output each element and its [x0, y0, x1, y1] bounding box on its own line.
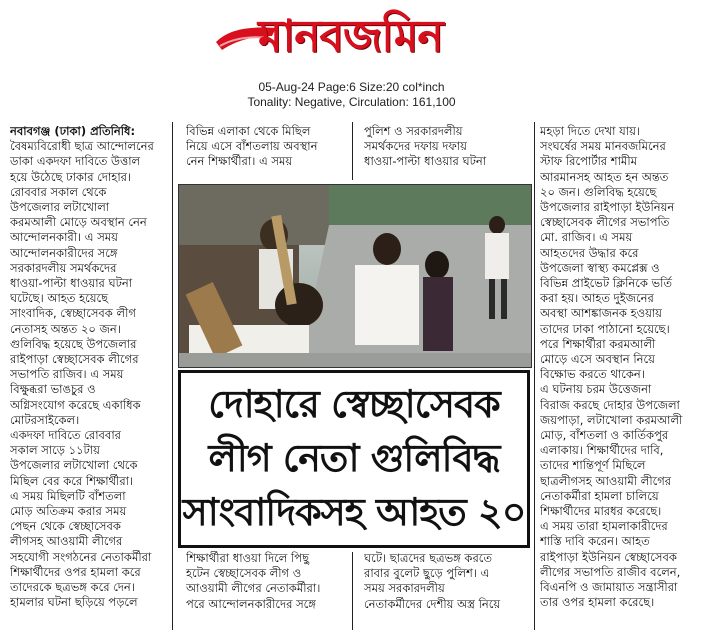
article-text-line: হামলার ঘটনা ছড়িয়ে পড়লে	[10, 595, 138, 610]
article-column-2-top	[186, 124, 348, 178]
article-text-line: বিএনপি ও জামায়াত সন্ত্রাসীরা	[540, 580, 678, 595]
article-text-line: সমর্থকদের দফায় দফায়	[364, 139, 467, 154]
article-text-line: এ ঘটনায় চরম উত্তেজনা	[540, 382, 652, 397]
article-text-line: পরে শিক্ষার্থীরা করমআলী	[540, 336, 656, 351]
article-text-line: বিভিন্ন প্রাইভেট ক্লিনিকে ভর্তি	[540, 276, 673, 291]
article-text-line: অগ্নিসংযোগ করেছে একাধিক	[10, 397, 141, 412]
clipping-meta-tonality: Tonality: Negative, Circulation: 161,100	[247, 95, 456, 109]
article-text-line: মো. রাজিব। এ সময়	[540, 230, 633, 245]
article-text-line: করা হয়। আহত দুইজনের	[540, 291, 654, 306]
article-text-line: নেতাকর্মীদের দেশীয় অস্ত্র নিয়ে	[364, 596, 501, 611]
article-text-line: তাদেরকে ছত্রভঙ্গ করে দেন।	[10, 580, 135, 595]
article-text-line: মোড়ে এসে অবস্থান নিয়ে	[540, 352, 655, 367]
article-text-line: বিক্ষোভ করতে থাকেন।	[540, 367, 645, 382]
article-text-line: তার ওপর হামলা করেছে।	[540, 595, 655, 610]
article-text-line: আন্দোলনকারী। এ সময়	[10, 230, 118, 245]
article-text-line: শিক্ষার্থীদের মারধর করেছে।	[540, 504, 662, 519]
article-text-line: মোড় অতিক্রম করার সময়	[10, 504, 127, 519]
article-column-2-bottom	[186, 551, 348, 631]
article-text-line: লীগসহ আওয়ামী লীগের	[10, 534, 123, 549]
article-text-line: উপজেলার লটাখোলা থেকে	[10, 458, 138, 473]
article-text-line: আহতদের উদ্ধার করে	[540, 245, 639, 260]
article-text-line: সভাপতি রাজিব। এ সময়	[10, 367, 124, 382]
headline-line-3: সাংবাদিকসহ আহত ২০	[182, 490, 526, 534]
article-text-line: এ সময় তারা হামলাকারীদের	[540, 519, 668, 534]
article-text-line: সাংবাদিক, স্বেচ্ছাসেবক লীগ	[10, 306, 136, 321]
article-text-line: তাদের ঢাকা পাঠানো হয়েছে।	[540, 321, 670, 336]
article-text-line: পরে আন্দোলনকারীদের সঙ্গে	[186, 596, 316, 611]
article-text-line: সহযোগী সংগঠনের নেতাকর্মীরা	[10, 549, 152, 564]
article-text-line: রাইপাড়া স্বেচ্ছাসেবক লীগের	[10, 352, 139, 367]
article-text-line: উপজেলার লটাখোলা	[10, 200, 110, 215]
article-text-line: জয়পাড়া, লটাখোলা করমআলী	[540, 412, 683, 427]
article-text-line: হয়ে উঠেছে ঢাকার দোহার।	[10, 169, 132, 184]
article-text-line: স্টাফ রিপোর্টার শামীম	[540, 154, 637, 169]
article-text-line: আন্দোলনকারীদের সঙ্গে	[10, 245, 118, 260]
news-photo	[178, 184, 532, 368]
article-text-line: অবস্থা আশঙ্কাজনক হওয়ায়	[540, 306, 662, 321]
headline-line-1: দোহারে স্বেচ্ছাসেবক	[208, 382, 500, 426]
article-text-line: গুলিবিদ্ধ হয়েছে উপজেলার	[10, 336, 137, 351]
article-text-line: আওয়ামী লীগের নেতাকর্মীরা।	[186, 581, 321, 596]
article-column-3-bottom	[364, 551, 530, 631]
article-text-line: শিক্ষার্থীরা ধাওয়া দিলে পিছু	[186, 551, 310, 565]
article-text-line: করমআলী মোড়ে অবস্থান নেন	[10, 215, 147, 230]
article-text-line: নেতাকর্মীরা হামলা চালিয়ে	[540, 488, 659, 503]
article-text-line: একদফা দাবিতে রোববার	[10, 428, 121, 443]
article-text-line: উপজেলার রাইপাড়া ইউনিয়ন	[540, 200, 675, 215]
column-divider	[352, 552, 353, 630]
article-text-line: স্বেচ্ছাসেবক লীগের সভাপতি	[540, 215, 670, 230]
article-text-line: ২০ জন। গুলিবিদ্ধ হয়েছে	[540, 184, 657, 199]
article-text-line: সময় সরকারদলীয়	[364, 581, 445, 596]
article-text-line: বিরাজ করছে দোহার উপজেলা	[540, 397, 680, 412]
article-text-line: নেতাসহ অন্তত ২০ জন।	[10, 321, 121, 336]
clipping-meta-date: 05-Aug-24 Page:6 Size:20 col*inch	[258, 80, 445, 94]
article-text-line: শাস্তি দাবি করেন। আহত	[540, 534, 650, 549]
article-column-1	[10, 124, 170, 630]
column-divider	[172, 122, 173, 630]
article-text-line: উপজেলা স্বাস্থ্য কমপ্লেক্স ও	[540, 260, 660, 275]
article-text-line: ছাত্রলীগসহ আওয়ামী লীগের	[540, 473, 672, 488]
article-text-line: তাদের শান্তিপূর্ণ মিছিলে	[540, 458, 646, 473]
article-text-line: বৈষম্যবিরোধী ছাত্র আন্দোলনের	[10, 139, 154, 154]
masthead	[0, 0, 703, 118]
article-text-line: আরমানসহ আহত হন অন্তত	[540, 169, 669, 184]
article-text-line: ঘটেছে। আহত হয়েছে	[10, 291, 109, 306]
article-text-line: রোববার সকাল থেকে	[10, 184, 107, 199]
article-text-line: মহড়া দিতে দেখা যায়।	[540, 124, 640, 138]
article-text-line: সংঘর্ষের সময় মানবজমিনের	[540, 139, 666, 154]
article-text-line: সকাল সাড়ে ১১টায়	[10, 443, 100, 458]
article-text-line: রাবার বুলেট ছুড়ে পুলিশ। এ	[364, 566, 490, 581]
article-text-line: সরকারদলীয় সমর্থকদের	[10, 260, 117, 275]
article-text-line: শিক্ষার্থীদের ওপর হামলা করে	[10, 564, 141, 579]
article-text-line: এ সময় মিছিলটি বাঁশতলা	[10, 488, 126, 503]
article-text-line: মোটরসাইকেল।	[10, 412, 80, 427]
article-text-line: পেছন থেকে স্বেচ্ছাসেবক	[10, 519, 121, 534]
newspaper-logo	[214, 6, 494, 72]
headline-box	[178, 370, 530, 548]
article-text-line: পুলিশ ও সরকারদলীয়	[364, 124, 463, 138]
article-column-3-top	[364, 124, 530, 178]
article-text-line: নিয়ে এসে বাঁশতলায় অবস্থান	[186, 139, 318, 154]
article-text-line: ডাকা একদফা দাবিতে উত্তাল	[10, 154, 141, 169]
article-text-line: বিভিন্ন এলাকা থেকে মিছিল	[186, 124, 311, 138]
column-divider	[352, 122, 353, 180]
article-text-line: লীগের সভাপতি রাজীব বলেন,	[540, 564, 681, 579]
article-text-line: ধাওয়া-পাল্টা ধাওয়ার ঘটনা	[10, 276, 133, 291]
article-text-line: বিক্ষুব্ধরা ভাঙচুর ও	[10, 382, 96, 397]
headline-line-2: লীগ নেতা গুলিবিদ্ধ	[208, 436, 500, 480]
article-text-line: নেন শিক্ষার্থীরা। এ সময়	[186, 154, 293, 169]
article-text-line: ধাওয়া-পাল্টা ধাওয়ার ঘটনা	[364, 154, 487, 169]
article-text-line: এলাকায়। শিক্ষার্থীদের দাবি,	[540, 443, 664, 458]
article-column-4	[540, 124, 700, 630]
article-text-line: হটেন স্বেচ্ছাসেবক লীগ ও	[186, 566, 302, 581]
article-text-line: ঘটে। ছাত্রদের ছত্রভঙ্গ করতে	[364, 551, 493, 565]
protest-scene-photo	[179, 185, 531, 367]
article-text-line: মোড়, বাঁশতলা ও কার্তিকপুর	[540, 428, 669, 443]
article-text-line: রাইপাড়া ইউনিয়ন স্বেচ্ছাসেবক	[540, 549, 677, 564]
logo-text: মানবজমিন	[258, 11, 443, 62]
column-divider	[534, 122, 535, 630]
byline: নবাবগঞ্জ (ঢাকা) প্রতিনিধি:	[10, 124, 136, 138]
article-text-line: মিছিল বের করে শিক্ষার্থীরা।	[10, 473, 134, 488]
